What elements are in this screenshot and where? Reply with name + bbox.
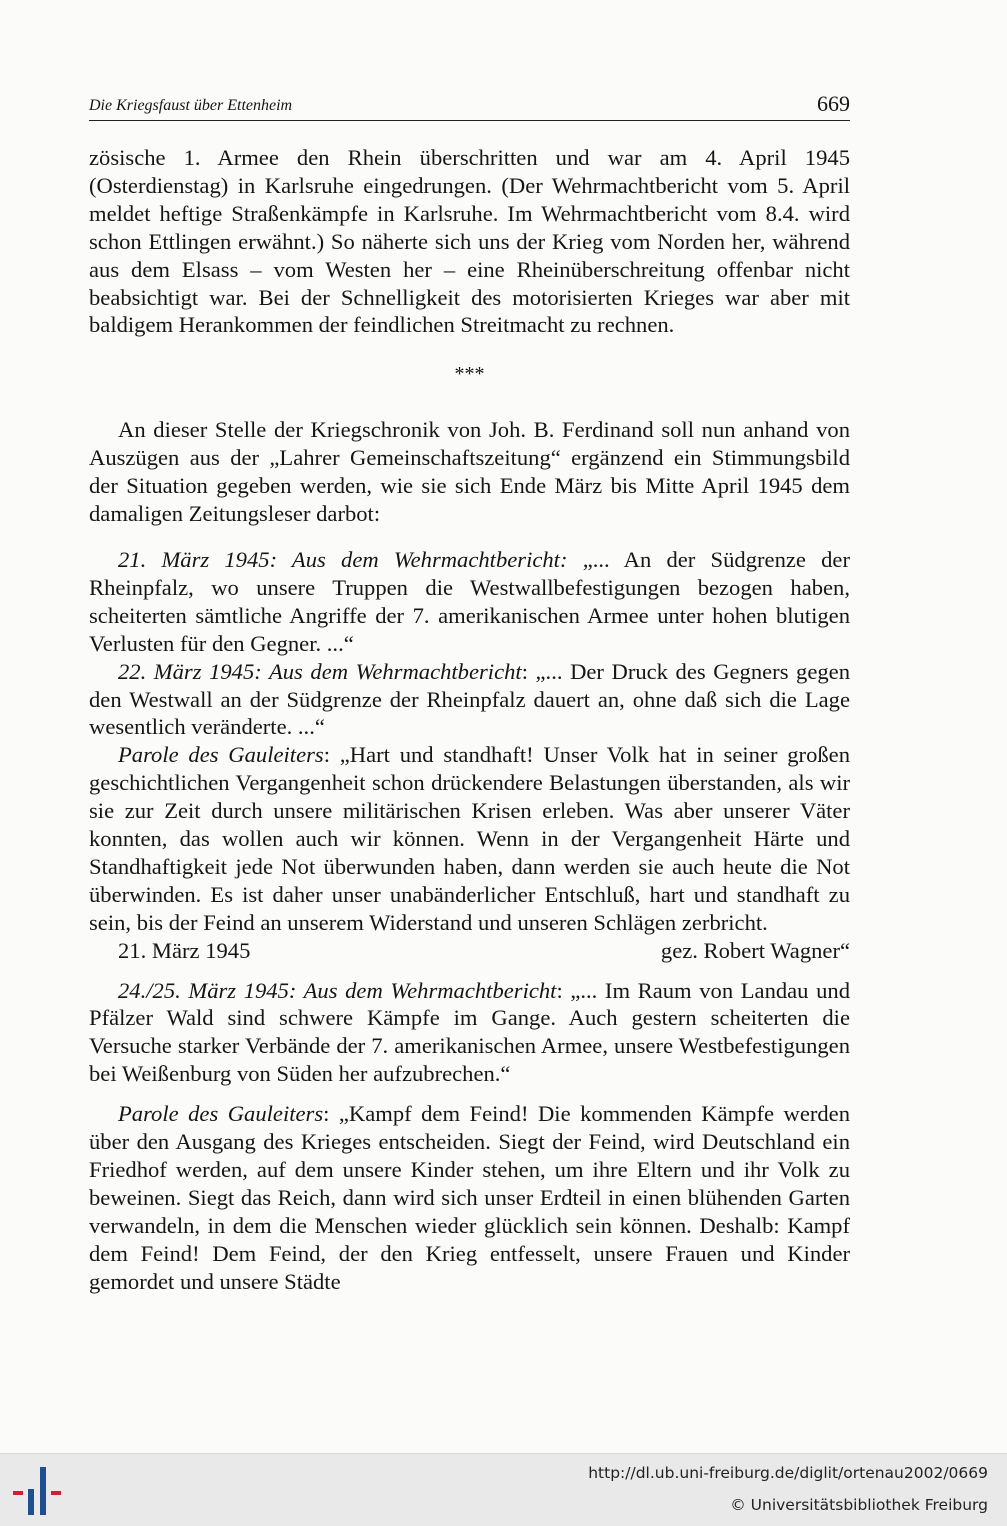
- quote-entry: [89, 741, 850, 936]
- section-separator: ***: [454, 363, 485, 386]
- entry-text: „... An der Südgrenze der Rheinpfalz, wo unsere Truppen die Westwallbefestigungen bezogen haben, scheiterten sämtliche Angriffe der 7. amerikanischen Armee unter hohen blutigen Verlusten für den Gegner. ...“: [89, 546, 850, 656]
- signature-date: 21. März 1945: [118, 937, 251, 963]
- copyright-notice: © Universitätsbibliothek Freiburg: [730, 1496, 988, 1514]
- entry-text: : „Kampf dem Feind! Die kommenden Kämpfe werden über den Ausgang des Krieges entscheiden. Siegt der Feind, wird Deutschland ein Friedhof werden, auf dem unsere Kinder stehen, um ihre Eltern und ihr Volk zu beweinen. Siegt das Reich, dann wird sich unser Erdteil in einen blühenden Garten verwandeln, in dem die Menschen wieder glücklich sein können. Deshalb: Kampf dem Feind! Dem Feind, der den Krieg entfesselt, unsere Frauen und Kinder gemordet und unsere Städte: [89, 1101, 850, 1294]
- entry-label: Parole des Gauleiters: [118, 742, 324, 768]
- page-body: [89, 144, 850, 1296]
- entry-label: 22. März 1945: Aus dem Wehrmachtbericht: [118, 658, 522, 684]
- entry-label: Parole des Gauleiters: [118, 1101, 324, 1127]
- quote-entry: [89, 1100, 850, 1295]
- entry-text: : „... Im Raum von Landau und Pfälzer Wald sind schwere Kämpfe im Gange. Auch gestern scheiterten die Versuche starker Verbände der 7. amerikanischen Armee, unsere Westbefestigungen bei Weißenburg von Süden her aufzubrechen.“: [89, 977, 850, 1087]
- permalink-url[interactable]: http://dl.ub.uni-freiburg.de/diglit/ortenau2002/0669: [588, 1464, 988, 1482]
- ub-freiburg-logo-icon: [10, 1465, 66, 1517]
- entry-text: : „... Der Druck des Gegners gegen den Westwall an der Südgrenze der Rheinpfalz dauert an, ohne daß sich die Lage wesentlich veränderte. ...“: [89, 658, 850, 740]
- quote-entry: [89, 977, 850, 1089]
- library-footer: [0, 1453, 1007, 1526]
- quote-entry: [89, 546, 850, 658]
- signature-line: [89, 937, 850, 965]
- entry-text: : „Hart und standhaft! Unser Volk hat in seiner großen geschichtlichen Vergangenheit schon drückendere Belastungen überstanden, als wir sie zur Zeit durch unsere militärischen Krisen erleben. Was aber unserer Väter konnten, das wollen auch wir können. Wenn in der Vergangenheit Härte und Standhaftigkeit jede Not überwunden haben, dann werden sie auch heute die Not überwinden. Es ist daher unser unabänderlicher Entschluß, hart und standhaft zu sein, bis der Feind an unserem Widerstand und unseren Schlägen zerbricht.: [89, 742, 850, 935]
- paragraph: An dieser Stelle der Kriegschronik von Joh. B. Ferdinand soll nun anhand von Auszügen aus der „Lahrer Gemeinschaftszeitung“ ergänzend ein Stimmungsbild der Situation gegeben werden, wie sie sich Ende März bis Mitte April 1945 dem damaligen Zeitungsleser darbot:: [89, 417, 850, 527]
- entry-label: 24./25. März 1945: Aus dem Wehrmachtbericht: [118, 977, 557, 1003]
- signature-name: gez. Robert Wagner“: [660, 937, 850, 963]
- running-title: Die Kriegsfaust über Ettenheim: [89, 97, 293, 114]
- quote-entry: [89, 658, 850, 742]
- page-number: 669: [817, 91, 850, 116]
- running-header: [89, 88, 850, 121]
- entry-label: 21. März 1945: Aus dem Wehrmachtbericht:: [118, 546, 568, 572]
- paragraph: zösische 1. Armee den Rhein überschritten und war am 4. April 1945 (Osterdienstag) in Karlsruhe eingedrungen. (Der Wehrmachtbericht vom 5. April meldet heftige Straßenkämpfe in Karlsruhe. Im Wehrmachtbericht vom 8.4. wird schon Ettlingen erwähnt.) So näherte sich uns der Krieg vom Norden her, während aus dem Elsass – vom Westen her – eine Rheinüberschreitung offenbar nicht beabsichtigt war. Bei der Schnelligkeit des motorisierten Krieges war aber mit baldigem Herankommen der feindlichen Streitmacht zu rechnen.: [89, 145, 850, 338]
